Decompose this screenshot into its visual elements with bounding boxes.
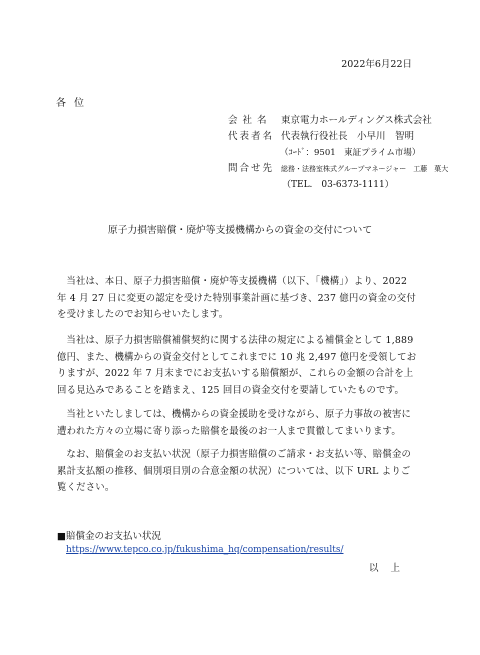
- release-date: 2022年6月22日: [341, 59, 412, 70]
- compensation-results-link[interactable]: https://www.tepco.co.jp/fukushima_hq/compensation/results/: [66, 545, 344, 555]
- company-label: 会社名: [228, 115, 272, 126]
- paragraph-4: なお、賠償金のお支払い状況（原子力損害賠償のご請求・お支払い等、賠償金の累計支払額の推移、個別項目別の合意金額の状況）については、以下 URL よりご覧ください。: [57, 449, 412, 494]
- paragraph-2: 当社は、原子力損害賠償補償契約に関する法律の規定による補償金として 1,889 億円、また、機構からの資金交付としてこれまでに 10 兆 2,497 億円を受領しておりますが、2022 年 7 月末までにお支払いする賠償額が、これらの金額の合計を上回る見込みであることを踏まえ、125 回目の資金交付を要請していたものです。: [57, 335, 417, 396]
- contact-person: 総務・法務室株式グループマネージャー 工藤 菓大: [281, 165, 449, 173]
- company-name: 東京電力ホールディングス株式会社: [281, 115, 432, 126]
- document-title: 原子力損害賠償・廃炉等支援機構からの資金の交付について: [107, 225, 373, 236]
- sender-block: [228, 113, 448, 193]
- contact-telephone: （TEL. 03-6373-1111）: [282, 180, 394, 190]
- contact-label: 問合せ先: [228, 163, 275, 174]
- representative-label: 代表者名: [228, 131, 275, 142]
- contact-row: [228, 161, 448, 177]
- representative-row: [228, 129, 448, 145]
- paragraph-1: 当社は、本日、原子力損害賠償・廃炉等支援機構（以下、「機構」）より、2022 年 4 月 27 日に変更の認定を受けた特別事業計画に基づき、237 億円の資金の交付を受けましたのでお知らせいたします。: [57, 276, 416, 321]
- addressee: 各位: [56, 98, 92, 109]
- paragraph-3: 当社といたしましては、機構からの資金援助を受けながら、原子力事故の被害に遭われた方々の立場に寄り添った賠償を最後のお一人まで貫徹してまいります。: [57, 409, 412, 437]
- representative-name: 代表執行役社長 小早川 智明: [281, 131, 415, 142]
- section-heading: ■賠償金のお支払い状況: [57, 531, 161, 542]
- company-row: [228, 113, 448, 129]
- closing-mark: 以上: [368, 563, 412, 574]
- stock-code: （ｺｰﾄﾞ：9501 東証プライム市場）: [280, 148, 421, 158]
